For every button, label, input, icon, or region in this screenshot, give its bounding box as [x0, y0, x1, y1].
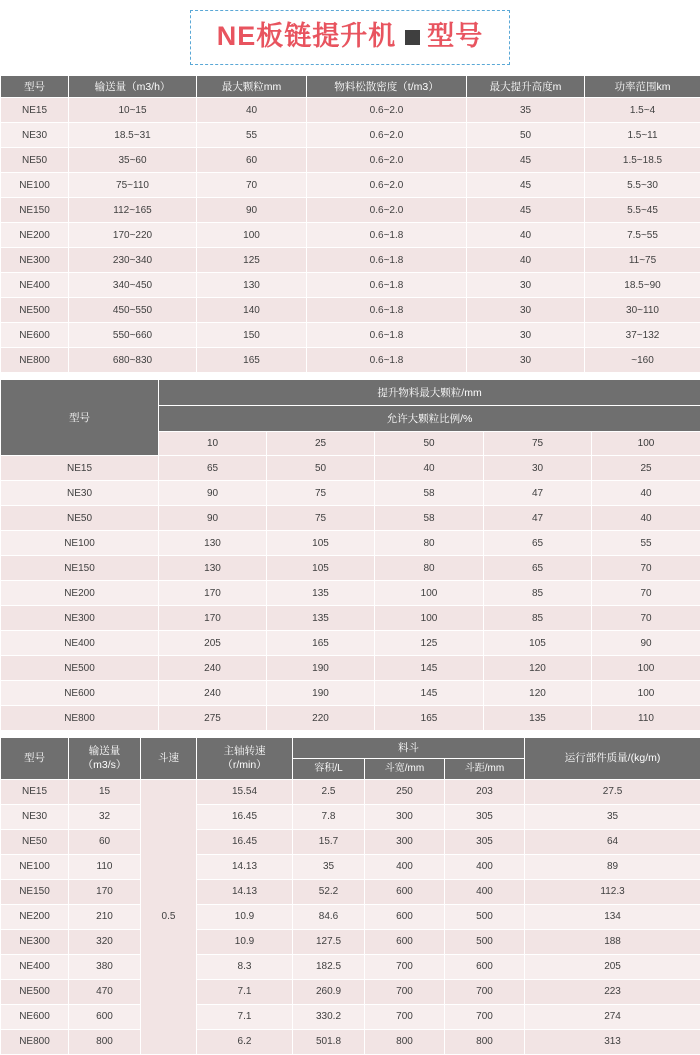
column-header-model: 型号	[1, 738, 69, 780]
table-cell: 275	[159, 706, 267, 731]
table-row	[1, 581, 700, 606]
table-cell: 300	[365, 804, 445, 829]
table-cell: 190	[267, 656, 375, 681]
table-cell: 127.5	[293, 929, 365, 954]
table-cell: 340~450	[69, 273, 197, 298]
column-header-bucket-width: 斗宽/mm	[365, 759, 445, 780]
table-cell: 40	[375, 456, 484, 481]
table-cell: 260.9	[293, 979, 365, 1004]
column-header-ratio: 100	[592, 432, 700, 456]
table-header-row	[1, 738, 700, 759]
table-cell: 7.1	[197, 1004, 293, 1029]
table-cell: 110	[592, 706, 700, 731]
table-cell: 0.6~1.8	[307, 223, 467, 248]
page-title	[217, 23, 484, 50]
table-cell: 380	[69, 954, 141, 979]
column-header: 最大颗粒mm	[197, 76, 307, 98]
column-header-ratio: 50	[375, 432, 484, 456]
table-cell: 11~75	[585, 248, 700, 273]
table-row	[1, 481, 700, 506]
table-cell: 0.6~1.8	[307, 323, 467, 348]
cell-model: NE200	[1, 581, 159, 606]
table-cell: 0.6~2.0	[307, 98, 467, 123]
column-header: 物料松散密度（t/m3）	[307, 76, 467, 98]
table-cell: 45	[467, 173, 585, 198]
table-cell: 400	[365, 854, 445, 879]
table-cell: 165	[375, 706, 484, 731]
table-cell: 700	[445, 979, 525, 1004]
table-cell: 110	[69, 854, 141, 879]
table-cell: 145	[375, 656, 484, 681]
table-cell: 80	[375, 531, 484, 556]
table-cell: 100	[197, 223, 307, 248]
table-cell: 40	[467, 248, 585, 273]
table-cell: 1.5~11	[585, 123, 700, 148]
table-cell: 150	[197, 323, 307, 348]
table-cell: 70	[197, 173, 307, 198]
cell-model: NE600	[1, 323, 69, 348]
table-row	[1, 606, 700, 631]
table-row	[1, 98, 700, 123]
table-cell: 700	[365, 954, 445, 979]
cell-model: NE30	[1, 481, 159, 506]
cell-model: NE800	[1, 1029, 69, 1054]
table-cell: 470	[69, 979, 141, 1004]
table-cell: 6.2	[197, 1029, 293, 1054]
table-cell: 100	[592, 681, 700, 706]
table-cell: 320	[69, 929, 141, 954]
column-header-run-weight: 运行部件质量/(kg/m)	[525, 738, 700, 780]
table-cell: 16.45	[197, 829, 293, 854]
table-cell: 75	[267, 481, 375, 506]
table-cell: 90	[197, 198, 307, 223]
table-cell: 100	[375, 581, 484, 606]
column-header-group: 提升物料最大颗粒/mm	[159, 380, 700, 406]
shaft-line1: 主轴转速	[199, 744, 290, 758]
table-cell: 112.3	[525, 879, 700, 904]
table-cell: 300	[365, 829, 445, 854]
table-cell: 70	[592, 606, 700, 631]
page-title-after: 型号	[427, 21, 483, 51]
cell-model: NE800	[1, 348, 69, 373]
table-cell: 130	[159, 531, 267, 556]
table-cell: 135	[484, 706, 592, 731]
table-row	[1, 779, 700, 804]
table-header-row	[1, 380, 700, 406]
table-cell: 30	[467, 323, 585, 348]
table-cell: 125	[375, 631, 484, 656]
cell-model: NE100	[1, 531, 159, 556]
table-cell: 135	[267, 581, 375, 606]
table-cell: 600	[445, 954, 525, 979]
table-cell: 15	[69, 779, 141, 804]
table-cell: 680~830	[69, 348, 197, 373]
table-cell: 700	[365, 1004, 445, 1029]
table-row	[1, 1029, 700, 1054]
table-cell: 25	[592, 456, 700, 481]
specifications-table	[0, 75, 700, 373]
table-cell: 15.7	[293, 829, 365, 854]
column-header-bucket-volume: 容积/L	[293, 759, 365, 780]
table-cell: 203	[445, 779, 525, 804]
table-cell: 0.6~1.8	[307, 298, 467, 323]
column-header-shaft-speed	[197, 738, 293, 780]
table-cell: 700	[445, 1004, 525, 1029]
table-cell: 120	[484, 656, 592, 681]
table-row	[1, 829, 700, 854]
column-header: 功率范围km	[585, 76, 700, 98]
table-cell: 30~110	[585, 298, 700, 323]
cell-model: NE300	[1, 248, 69, 273]
cell-model: NE500	[1, 979, 69, 1004]
table-cell: 125	[197, 248, 307, 273]
table-cell: 112~165	[69, 198, 197, 223]
cell-model: NE800	[1, 706, 159, 731]
table-cell: 0.6~1.8	[307, 273, 467, 298]
table-row	[1, 706, 700, 731]
table-cell: 45	[467, 198, 585, 223]
table-cell: 700	[365, 979, 445, 1004]
table-cell: 0.6~2.0	[307, 148, 467, 173]
table-cell: 220	[267, 706, 375, 731]
table-cell: 0.6~1.8	[307, 248, 467, 273]
table-cell: 188	[525, 929, 700, 954]
table-cell: 140	[197, 298, 307, 323]
column-header-bucket-speed: 斗速	[141, 738, 197, 780]
cell-model: NE50	[1, 506, 159, 531]
table-cell: 60	[197, 148, 307, 173]
table-cell: 100	[375, 606, 484, 631]
table-cell: ~160	[585, 348, 700, 373]
table-row	[1, 248, 700, 273]
table-row	[1, 656, 700, 681]
cell-model: NE30	[1, 123, 69, 148]
table-cell: 40	[592, 506, 700, 531]
cell-model: NE600	[1, 681, 159, 706]
table-cell: 90	[159, 481, 267, 506]
bucket-parameters-table	[0, 737, 700, 1055]
table-cell: 58	[375, 481, 484, 506]
shaft-line2: （r/min）	[199, 758, 290, 772]
table-cell: 1.5~18.5	[585, 148, 700, 173]
table-row	[1, 323, 700, 348]
column-header: 型号	[1, 76, 69, 98]
table-cell: 600	[69, 1004, 141, 1029]
column-header-sub: 允许大颗粒比例/%	[159, 406, 700, 432]
column-header-ratio: 75	[484, 432, 592, 456]
column-header: 输送量（m3/h）	[69, 76, 197, 98]
table-row	[1, 531, 700, 556]
cell-model: NE15	[1, 456, 159, 481]
table-row	[1, 681, 700, 706]
table-cell: 170	[69, 879, 141, 904]
table-cell: 70	[592, 581, 700, 606]
table-cell: 30	[484, 456, 592, 481]
table-cell: 16.45	[197, 804, 293, 829]
table-cell: 105	[267, 556, 375, 581]
table-cell: 500	[445, 904, 525, 929]
table-cell: 500	[445, 929, 525, 954]
table-cell: 205	[525, 954, 700, 979]
table-cell: 35	[467, 98, 585, 123]
table-cell: 50	[267, 456, 375, 481]
table-cell: 800	[69, 1029, 141, 1054]
table-row	[1, 954, 700, 979]
table-cell: 205	[159, 631, 267, 656]
table-cell: 135	[267, 606, 375, 631]
column-header-capacity	[69, 738, 141, 780]
table-row	[1, 348, 700, 373]
column-header-bucket-pitch: 斗距/mm	[445, 759, 525, 780]
table-row	[1, 148, 700, 173]
table-cell: 30	[467, 273, 585, 298]
table-cell: 40	[592, 481, 700, 506]
table-cell: 165	[197, 348, 307, 373]
max-particle-ratio-table	[0, 379, 700, 731]
table-cell: 800	[445, 1029, 525, 1054]
table-cell: 65	[484, 531, 592, 556]
column-header-ratio: 10	[159, 432, 267, 456]
table-cell: 190	[267, 681, 375, 706]
cell-model: NE30	[1, 804, 69, 829]
cell-model: NE150	[1, 198, 69, 223]
cell-model: NE50	[1, 148, 69, 173]
filled-square-icon	[405, 30, 420, 45]
table-cell: 64	[525, 829, 700, 854]
table-cell: 0.6~2.0	[307, 198, 467, 223]
table-cell: 47	[484, 506, 592, 531]
table-cell: 170	[159, 606, 267, 631]
cell-model: NE15	[1, 779, 69, 804]
table-cell: 0.6~2.0	[307, 123, 467, 148]
table-cell: 600	[365, 904, 445, 929]
table-cell: 8.3	[197, 954, 293, 979]
table-cell: 600	[365, 929, 445, 954]
table-cell: 240	[159, 681, 267, 706]
table-cell: 120	[484, 681, 592, 706]
column-header-bucket-group: 料斗	[293, 738, 525, 759]
cell-model: NE500	[1, 656, 159, 681]
table-cell: 65	[484, 556, 592, 581]
table-cell: 90	[159, 506, 267, 531]
table-cell: 165	[267, 631, 375, 656]
table-row	[1, 506, 700, 531]
table-cell: 145	[375, 681, 484, 706]
table-cell: 305	[445, 829, 525, 854]
page-title-before: NE板链提升机	[217, 21, 397, 51]
table-cell: 55	[592, 531, 700, 556]
table-cell: 58	[375, 506, 484, 531]
cell-model: NE400	[1, 273, 69, 298]
table-cell: 10.9	[197, 904, 293, 929]
table-cell: 130	[159, 556, 267, 581]
table-cell: 30	[467, 298, 585, 323]
table-cell: 27.5	[525, 779, 700, 804]
table-cell: 80	[375, 556, 484, 581]
table-cell: 130	[197, 273, 307, 298]
table-cell: 305	[445, 804, 525, 829]
table-cell: 223	[525, 979, 700, 1004]
table-cell: 400	[445, 879, 525, 904]
table-cell: 14.13	[197, 854, 293, 879]
table-cell: 52.2	[293, 879, 365, 904]
table-row	[1, 929, 700, 954]
table-cell: 85	[484, 606, 592, 631]
column-header-model: 型号	[1, 380, 159, 456]
table-cell: 274	[525, 1004, 700, 1029]
cell-model: NE500	[1, 298, 69, 323]
table-row	[1, 198, 700, 223]
table-cell: 134	[525, 904, 700, 929]
table-cell: 50	[467, 123, 585, 148]
table-cell: 10~15	[69, 98, 197, 123]
cell-bucket-speed: 0.5	[141, 779, 197, 1054]
table-cell: 60	[69, 829, 141, 854]
table-cell: 10.9	[197, 929, 293, 954]
page-header	[0, 0, 700, 75]
table-cell: 313	[525, 1029, 700, 1054]
table-cell: 105	[484, 631, 592, 656]
table-cell: 35~60	[69, 148, 197, 173]
cell-model: NE200	[1, 904, 69, 929]
cell-model: NE50	[1, 829, 69, 854]
table-cell: 89	[525, 854, 700, 879]
table-row	[1, 556, 700, 581]
table-cell: 170~220	[69, 223, 197, 248]
column-header: 最大提升高度m	[467, 76, 585, 98]
table-cell: 5.5~45	[585, 198, 700, 223]
table-cell: 100	[592, 656, 700, 681]
table-cell: 182.5	[293, 954, 365, 979]
table-row	[1, 223, 700, 248]
table-row	[1, 879, 700, 904]
table-row	[1, 273, 700, 298]
table-cell: 501.8	[293, 1029, 365, 1054]
table-row	[1, 854, 700, 879]
cell-model: NE100	[1, 173, 69, 198]
table-cell: 15.54	[197, 779, 293, 804]
table-cell: 450~550	[69, 298, 197, 323]
table-cell: 55	[197, 123, 307, 148]
table-cell: 250	[365, 779, 445, 804]
table-row	[1, 904, 700, 929]
table-cell: 32	[69, 804, 141, 829]
capacity-line1: 输送量	[71, 744, 138, 758]
table-row	[1, 173, 700, 198]
capacity-line2: （m3/s）	[71, 758, 138, 772]
table-cell: 210	[69, 904, 141, 929]
cell-model: NE150	[1, 556, 159, 581]
table-cell: 70	[592, 556, 700, 581]
table-row	[1, 1004, 700, 1029]
table-cell: 47	[484, 481, 592, 506]
table-cell: 18.5~90	[585, 273, 700, 298]
table-cell: 0.6~1.8	[307, 348, 467, 373]
table-cell: 550~660	[69, 323, 197, 348]
table-cell: 400	[445, 854, 525, 879]
table-row	[1, 979, 700, 1004]
cell-model: NE300	[1, 929, 69, 954]
table-header-row	[1, 76, 700, 98]
cell-model: NE400	[1, 631, 159, 656]
table-cell: 600	[365, 879, 445, 904]
table-cell: 40	[467, 223, 585, 248]
table-cell: 330.2	[293, 1004, 365, 1029]
table-cell: 85	[484, 581, 592, 606]
table-cell: 75~110	[69, 173, 197, 198]
cell-model: NE200	[1, 223, 69, 248]
table-cell: 7.5~55	[585, 223, 700, 248]
table-cell: 230~340	[69, 248, 197, 273]
table-cell: 7.8	[293, 804, 365, 829]
table-cell: 0.6~2.0	[307, 173, 467, 198]
table-cell: 37~132	[585, 323, 700, 348]
title-frame	[190, 10, 511, 65]
table-cell: 45	[467, 148, 585, 173]
table-cell: 90	[592, 631, 700, 656]
table-cell: 84.6	[293, 904, 365, 929]
table-cell: 18.5~31	[69, 123, 197, 148]
table-cell: 800	[365, 1029, 445, 1054]
table-cell: 170	[159, 581, 267, 606]
table-cell: 35	[293, 854, 365, 879]
column-header-ratio: 25	[267, 432, 375, 456]
cell-model: NE300	[1, 606, 159, 631]
cell-model: NE600	[1, 1004, 69, 1029]
table-row	[1, 456, 700, 481]
table-cell: 30	[467, 348, 585, 373]
table-row	[1, 804, 700, 829]
table-row	[1, 631, 700, 656]
table-cell: 14.13	[197, 879, 293, 904]
table-row	[1, 298, 700, 323]
table-cell: 105	[267, 531, 375, 556]
cell-model: NE100	[1, 854, 69, 879]
table-row	[1, 123, 700, 148]
cell-model: NE15	[1, 98, 69, 123]
cell-model: NE400	[1, 954, 69, 979]
table-cell: 240	[159, 656, 267, 681]
cell-model: NE150	[1, 879, 69, 904]
table-cell: 75	[267, 506, 375, 531]
table-cell: 5.5~30	[585, 173, 700, 198]
table-cell: 65	[159, 456, 267, 481]
table-cell: 35	[525, 804, 700, 829]
table-cell: 1.5~4	[585, 98, 700, 123]
table-cell: 7.1	[197, 979, 293, 1004]
table-cell: 40	[197, 98, 307, 123]
table-cell: 2.5	[293, 779, 365, 804]
